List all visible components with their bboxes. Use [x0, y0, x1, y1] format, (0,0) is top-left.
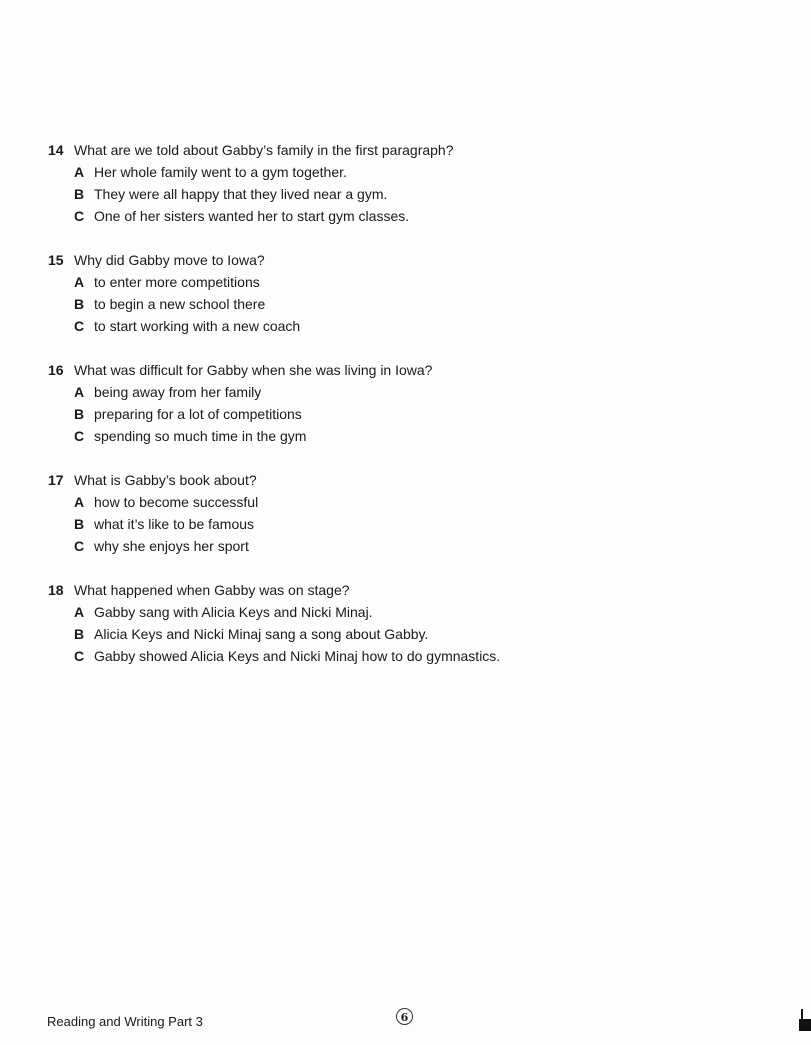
- option-text: One of her sisters wanted her to start gym classes.: [94, 208, 410, 224]
- question-14: [48, 139, 768, 227]
- question-text: What are we told about Gabby’s family in the first paragraph?: [74, 142, 454, 158]
- option-text: how to become successful: [94, 494, 259, 510]
- option-text: Gabby showed Alicia Keys and Nicki Minaj how to do gymnastics.: [94, 648, 501, 664]
- option-b[interactable]: [74, 183, 768, 205]
- crop-mark-line: [801, 1009, 803, 1019]
- option-letter: B: [74, 516, 85, 532]
- question-stem: [48, 359, 768, 381]
- page-number: 6: [396, 1008, 413, 1025]
- option-list: [48, 491, 768, 557]
- question-18: [48, 579, 768, 667]
- option-letter: C: [74, 428, 85, 444]
- option-text: why she enjoys her sport: [94, 538, 249, 554]
- question-number: 14: [48, 142, 64, 158]
- option-text: to begin a new school there: [94, 296, 266, 312]
- question-list: [48, 139, 768, 689]
- option-list: [48, 601, 768, 667]
- option-text: Alicia Keys and Nicki Minaj sang a song about Gabby.: [94, 626, 429, 642]
- question-number: 17: [48, 472, 64, 488]
- option-letter: B: [74, 186, 85, 202]
- question-stem: [48, 579, 768, 601]
- question-15: [48, 249, 768, 337]
- option-text: what it’s like to be famous: [94, 516, 255, 532]
- option-letter: C: [74, 208, 85, 224]
- option-text: Gabby sang with Alicia Keys and Nicki Minaj.: [94, 604, 373, 620]
- option-c[interactable]: [74, 645, 768, 667]
- option-list: [48, 271, 768, 337]
- option-text: Her whole family went to a gym together.: [94, 164, 347, 180]
- question-stem: [48, 249, 768, 271]
- option-text: preparing for a lot of competitions: [94, 406, 302, 422]
- option-letter: A: [74, 494, 85, 510]
- option-letter: C: [74, 318, 85, 334]
- option-c[interactable]: [74, 205, 768, 227]
- option-a[interactable]: [74, 601, 768, 623]
- option-letter: A: [74, 604, 85, 620]
- option-letter: A: [74, 384, 85, 400]
- question-number: 16: [48, 362, 64, 378]
- option-list: [48, 381, 768, 447]
- option-b[interactable]: [74, 513, 768, 535]
- option-b[interactable]: [74, 623, 768, 645]
- question-text: What was difficult for Gabby when she was living in Iowa?: [74, 362, 433, 378]
- option-text: They were all happy that they lived near a gym.: [94, 186, 388, 202]
- option-text: to start working with a new coach: [94, 318, 301, 334]
- option-a[interactable]: [74, 491, 768, 513]
- question-16: [48, 359, 768, 447]
- option-letter: B: [74, 296, 85, 312]
- option-b[interactable]: [74, 293, 768, 315]
- option-letter: B: [74, 406, 85, 422]
- option-c[interactable]: [74, 315, 768, 337]
- option-a[interactable]: [74, 271, 768, 293]
- option-a[interactable]: [74, 381, 768, 403]
- option-b[interactable]: [74, 403, 768, 425]
- option-text: spending so much time in the gym: [94, 428, 307, 444]
- question-text: Why did Gabby move to Iowa?: [74, 252, 265, 268]
- question-number: 18: [48, 582, 64, 598]
- option-letter: C: [74, 648, 85, 664]
- question-stem: [48, 139, 768, 161]
- question-stem: [48, 469, 768, 491]
- option-letter: A: [74, 274, 85, 290]
- option-letter: C: [74, 538, 85, 554]
- question-text: What is Gabby’s book about?: [74, 472, 257, 488]
- option-c[interactable]: [74, 535, 768, 557]
- option-text: to enter more competitions: [94, 274, 260, 290]
- option-text: being away from her family: [94, 384, 262, 400]
- option-letter: A: [74, 164, 85, 180]
- section-label: Reading and Writing Part 3: [47, 1014, 203, 1029]
- question-number: 15: [48, 252, 64, 268]
- option-c[interactable]: [74, 425, 768, 447]
- crop-mark: [799, 1019, 811, 1031]
- option-list: [48, 161, 768, 227]
- option-letter: B: [74, 626, 85, 642]
- question-17: [48, 469, 768, 557]
- question-text: What happened when Gabby was on stage?: [74, 582, 350, 598]
- option-a[interactable]: [74, 161, 768, 183]
